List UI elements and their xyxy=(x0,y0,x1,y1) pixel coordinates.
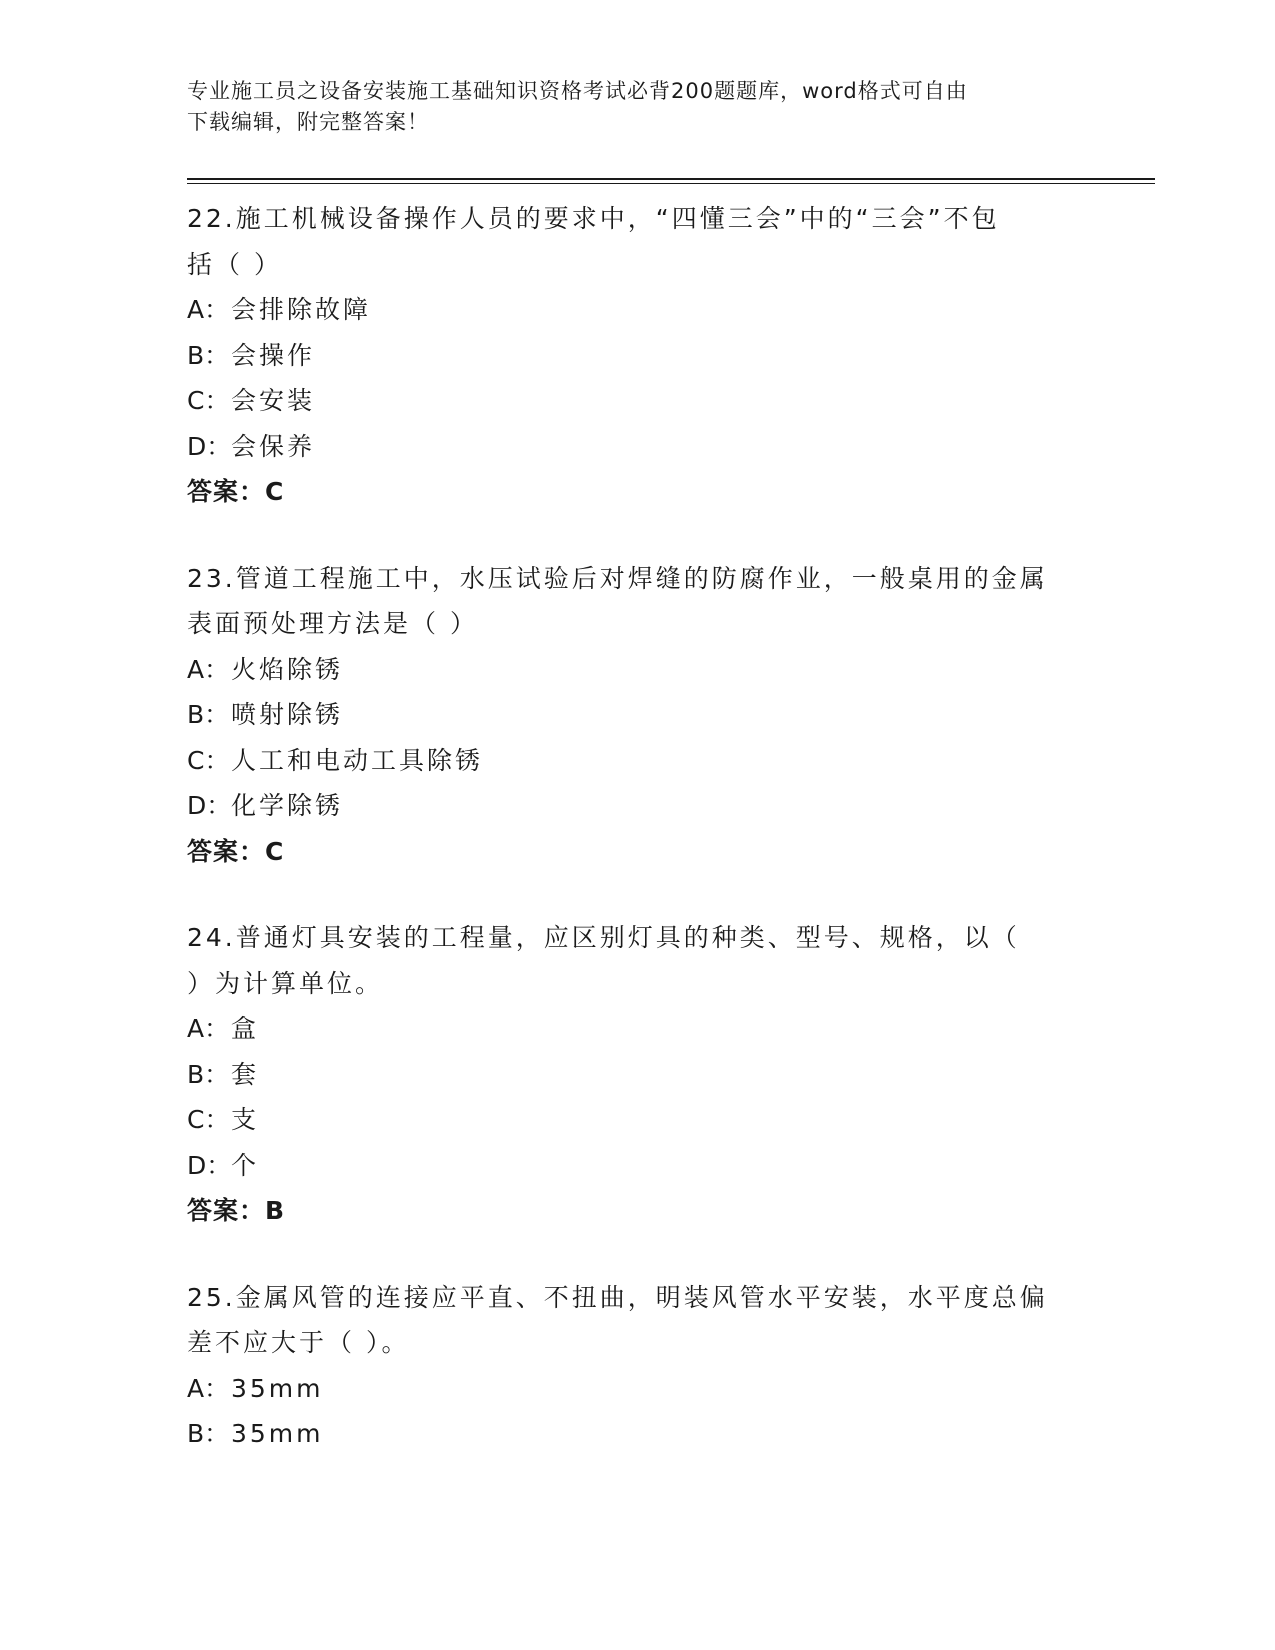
option-text: 会保养 xyxy=(231,431,316,461)
option-text: 会操作 xyxy=(231,340,316,370)
option-text: 盒 xyxy=(231,1014,260,1043)
option-letter: A： xyxy=(187,1014,230,1043)
question-24 xyxy=(187,915,1147,1234)
question-text-line: 括（ ） xyxy=(187,249,282,279)
option-letter: D： xyxy=(187,1150,232,1180)
question-text-line: 22.施工机械设备操作人员的要求中，“四懂三会”中的“三会”不包 xyxy=(187,204,1000,233)
option-text: 个 xyxy=(231,1150,260,1180)
doc-header-line-1: 专业施工员之设备安装施工基础知识资格考试必背200题题库，word格式可自由 xyxy=(187,79,968,103)
option-a xyxy=(187,1006,1147,1052)
question-text-line: 差不应大于（ ）。 xyxy=(187,1328,410,1357)
option-letter: D： xyxy=(187,431,232,461)
option-c xyxy=(187,1097,1147,1143)
document-page xyxy=(187,76,1147,1457)
option-a xyxy=(187,647,1147,693)
option-text: 人工和电动工具除锈 xyxy=(231,745,484,775)
answer-line: 答案：B xyxy=(187,1196,286,1225)
option-b xyxy=(187,333,1147,379)
option-a xyxy=(187,287,1147,333)
option-b xyxy=(187,692,1147,738)
option-b xyxy=(187,1411,1147,1457)
option-letter: C： xyxy=(187,1105,230,1134)
option-letter: B： xyxy=(187,340,230,370)
option-text: 会安装 xyxy=(231,386,316,415)
option-letter: C： xyxy=(187,745,230,775)
answer-line: 答案：C xyxy=(187,836,285,866)
option-letter: B： xyxy=(187,700,230,729)
option-c xyxy=(187,738,1147,784)
option-d xyxy=(187,1143,1147,1189)
option-text: 35mm xyxy=(231,1419,324,1448)
doc-header-line-2: 下载编辑，附完整答案！ xyxy=(187,110,429,134)
question-25 xyxy=(187,1275,1147,1457)
question-text-line: 表面预处理方法是（ ） xyxy=(187,609,478,638)
option-text: 套 xyxy=(231,1059,260,1089)
question-text-line: ）为计算单位。 xyxy=(187,968,384,998)
option-text: 支 xyxy=(231,1105,260,1134)
option-letter: A： xyxy=(187,1373,230,1403)
option-letter: A： xyxy=(187,295,230,324)
option-text: 化学除锈 xyxy=(231,791,344,820)
option-letter: B： xyxy=(187,1419,230,1448)
option-a xyxy=(187,1366,1147,1412)
option-d xyxy=(187,424,1147,470)
option-letter: A： xyxy=(187,654,230,684)
answer-line: 答案：C xyxy=(187,477,285,506)
option-c xyxy=(187,378,1147,424)
option-d xyxy=(187,783,1147,829)
question-text-line: 25.金属风管的连接应平直、不扭曲，明装风管水平安装，水平度总偏 xyxy=(187,1282,1048,1312)
question-text-line: 23.管道工程施工中，水压试验后对焊缝的防腐作业，一般桌用的金属 xyxy=(187,563,1048,593)
header-divider xyxy=(187,178,1155,184)
option-text: 喷射除锈 xyxy=(231,700,344,729)
question-23 xyxy=(187,556,1147,875)
option-letter: C： xyxy=(187,386,230,415)
question-22 xyxy=(187,196,1147,515)
option-text: 35mm xyxy=(231,1373,324,1403)
option-letter: D： xyxy=(187,791,232,820)
option-b xyxy=(187,1052,1147,1098)
option-text: 火焰除锈 xyxy=(231,654,344,684)
option-text: 会排除故障 xyxy=(231,295,372,324)
question-text-line: 24.普通灯具安装的工程量，应区别灯具的种类、型号、规格，以（ xyxy=(187,923,1020,952)
option-letter: B： xyxy=(187,1059,230,1089)
